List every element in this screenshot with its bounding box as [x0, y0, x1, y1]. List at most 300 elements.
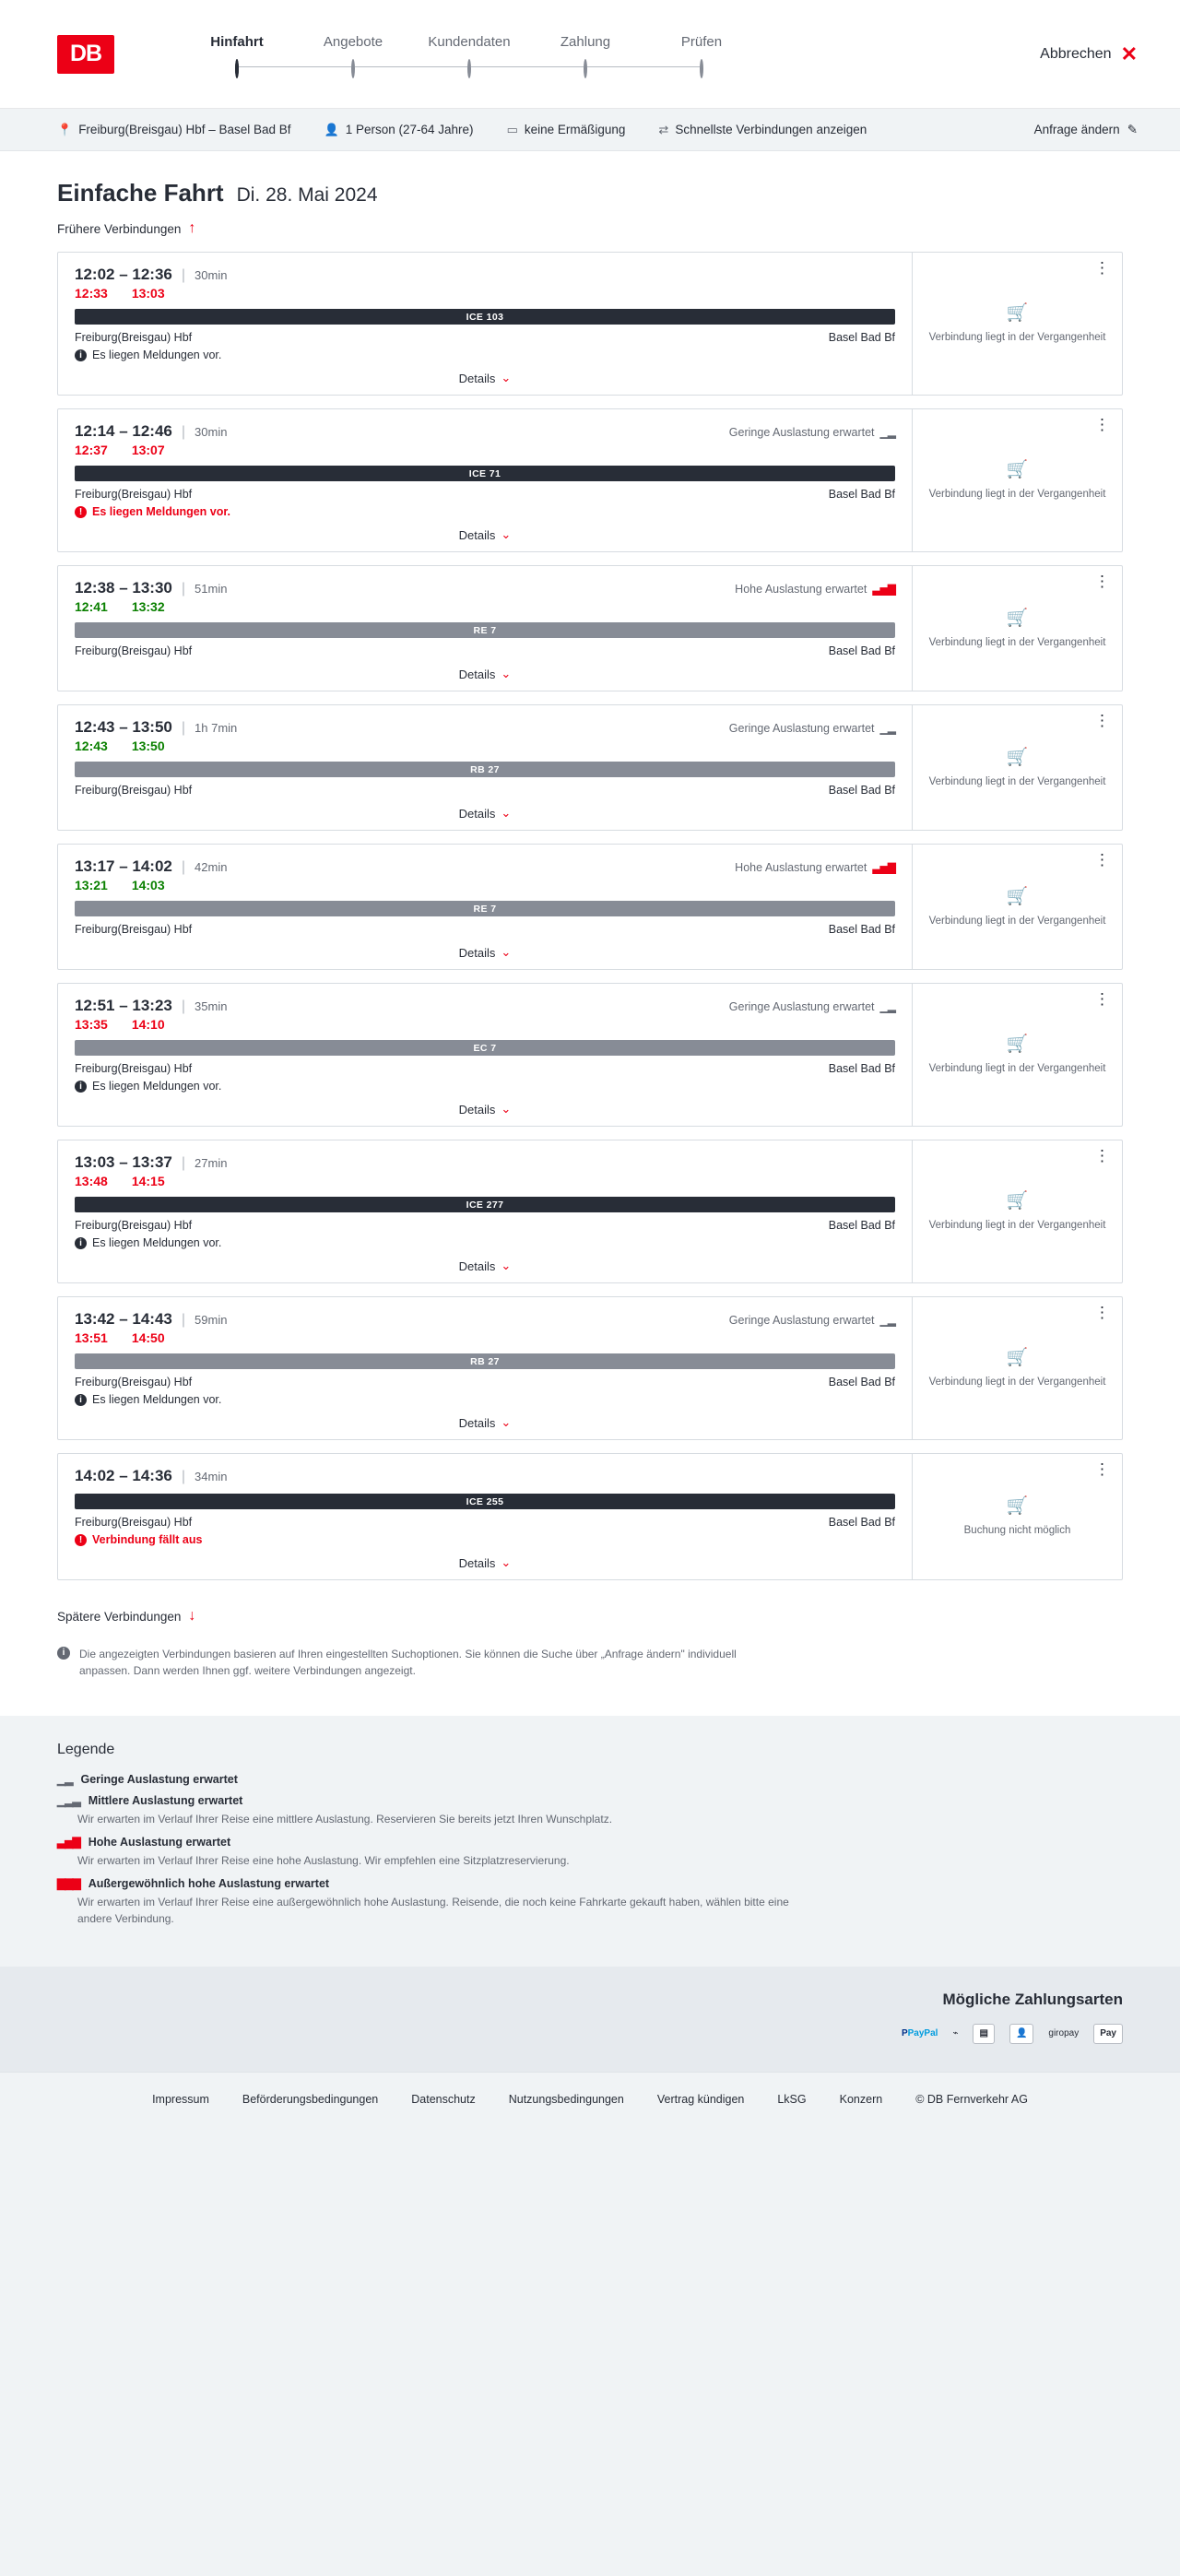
stations: [75, 1062, 895, 1075]
booking-status-message: Verbindung liegt in der Vergangenheit: [928, 636, 1106, 648]
info-icon: i: [75, 349, 87, 361]
realtime-times: [75, 286, 895, 301]
step-hinfahrt[interactable]: [179, 34, 295, 74]
step-dot: [235, 59, 239, 78]
connection-booking-area: [912, 1454, 1122, 1579]
utilization-bars-icon: ▁▂: [57, 1772, 73, 1786]
chevron-down-icon: ⌄: [501, 371, 512, 384]
utilization-bars-icon: ▇▇▇: [57, 1876, 80, 1890]
details-toggle[interactable]: [75, 945, 895, 960]
train-label[interactable]: ICE 103: [75, 309, 895, 325]
chevron-down-icon: ⌄: [501, 806, 512, 820]
details-toggle[interactable]: [75, 1102, 895, 1117]
duration: 42min: [195, 860, 228, 874]
connection-notice[interactable]: [75, 349, 895, 361]
connection-notice-text: Es liegen Meldungen vor.: [92, 505, 231, 518]
footer-copyright: © DB Fernverkehr AG: [915, 2092, 1028, 2106]
details-toggle[interactable]: [75, 667, 895, 681]
cart-icon: 🛒: [1006, 747, 1029, 767]
train-label[interactable]: ICE 71: [75, 466, 895, 481]
footer-link[interactable]: LkSG: [777, 2092, 807, 2106]
page-title-text: Einfache Fahrt: [57, 179, 224, 207]
separator: |: [181, 424, 186, 440]
legend-item-label: Hohe Auslastung erwartet: [88, 1835, 231, 1849]
connection-notice[interactable]: [75, 1080, 895, 1093]
utilization-bars-icon: ▁▂: [879, 1000, 895, 1013]
legend-item-label: Mittlere Auslastung erwartet: [88, 1793, 243, 1807]
connection-notice[interactable]: [75, 1236, 895, 1249]
giropay-icon: ⌁: [952, 2028, 959, 2038]
booking-status-message: Verbindung liegt in der Vergangenheit: [928, 489, 1106, 501]
planned-times: 14:02 – 14:36: [75, 1467, 172, 1484]
utilization-badge: [729, 426, 895, 439]
connection-details: [58, 566, 912, 691]
utilization-badge: [735, 861, 895, 874]
duration: 34min: [195, 1470, 228, 1483]
stations: [75, 488, 895, 501]
origin-station: Freiburg(Breisgau) Hbf: [75, 644, 193, 657]
info-icon: i: [57, 1647, 70, 1660]
legend-item-head: [57, 1794, 1123, 1807]
more-options-icon[interactable]: ⋮: [1094, 712, 1111, 729]
utilization-bars-icon: ▃▅▇: [872, 583, 895, 596]
later-connections-label: Spätere Verbindungen: [57, 1609, 182, 1624]
actual-departure: 12:33: [75, 286, 108, 301]
separator: |: [181, 1155, 186, 1171]
page-footer: [0, 2072, 1180, 2133]
step-line-left: [411, 66, 469, 67]
footer-link[interactable]: Konzern: [839, 2092, 883, 2106]
separator: |: [181, 1469, 186, 1484]
actual-arrival: 14:10: [131, 1017, 165, 1032]
utilization-label: Hohe Auslastung erwartet: [735, 861, 867, 874]
connection-card[interactable]: [57, 252, 1123, 396]
cart-icon: 🛒: [1006, 1191, 1029, 1211]
summary-fastest-label: Schnellste Verbindungen anzeigen: [675, 123, 867, 136]
alert-icon: !: [75, 1534, 87, 1546]
footer-link[interactable]: Datenschutz: [411, 2092, 476, 2106]
cancel-label: Abbrechen: [1040, 45, 1112, 62]
step-line-left: [295, 66, 353, 67]
details-label: Details: [458, 1258, 496, 1273]
connection-details: [58, 1297, 912, 1439]
destination-station: Basel Bad Bf: [828, 1516, 895, 1529]
train-label[interactable]: EC 7: [75, 1040, 895, 1056]
separator: |: [181, 267, 186, 283]
details-label: Details: [458, 667, 496, 681]
cart-icon: 🛒: [1006, 886, 1029, 906]
earlier-connections-button[interactable]: [57, 220, 195, 237]
utilization-bars-icon: ▃▅▇: [57, 1835, 80, 1849]
legend-item: [57, 1877, 1123, 1927]
search-hint: [57, 1646, 785, 1679]
connection-card[interactable]: [57, 844, 1123, 970]
page-title-date: Di. 28. Mai 2024: [236, 184, 378, 206]
duration: 1h 7min: [195, 721, 238, 735]
separator: |: [181, 1312, 186, 1328]
utilization-bars-icon: ▁▂▃: [57, 1793, 80, 1807]
details-toggle[interactable]: [75, 1555, 895, 1570]
stations: [75, 784, 895, 797]
connection-details: [58, 845, 912, 969]
connection-header: [75, 718, 895, 737]
connection-notice[interactable]: [75, 1533, 895, 1546]
planned-times: 13:17 – 14:02: [75, 857, 172, 875]
arrow-up-icon: ↑: [188, 220, 196, 236]
connection-details: [58, 1140, 912, 1282]
duration: 27min: [195, 1156, 228, 1170]
booking-status-message: Verbindung liegt in der Vergangenheit: [928, 1377, 1106, 1388]
more-options-icon[interactable]: ⋮: [1094, 990, 1111, 1008]
actual-arrival: 13:50: [131, 739, 165, 753]
connection-header: [75, 1467, 895, 1485]
details-label: Details: [458, 1555, 496, 1570]
connection-card[interactable]: [57, 565, 1123, 691]
summary-route[interactable]: [57, 123, 291, 137]
destination-station: Basel Bad Bf: [828, 923, 895, 936]
realtime-times: [75, 1174, 895, 1188]
train-label[interactable]: RE 7: [75, 622, 895, 638]
connection-card[interactable]: [57, 1453, 1123, 1580]
origin-station: Freiburg(Breisgau) Hbf: [75, 784, 193, 797]
step-dot-row: [527, 61, 643, 74]
connection-details: [58, 1454, 912, 1579]
step-dot-row: [295, 61, 411, 74]
connection-header: [75, 857, 895, 876]
realtime-times: [75, 739, 895, 753]
connection-header: [75, 997, 895, 1015]
step-dot: [584, 59, 587, 78]
stations: [75, 1516, 895, 1529]
legend-items: [57, 1773, 1123, 1927]
details-label: Details: [458, 527, 496, 542]
train-label[interactable]: RB 27: [75, 1353, 895, 1369]
actual-departure: 12:41: [75, 599, 108, 614]
utilization-badge: [729, 1000, 895, 1013]
connection-card[interactable]: [57, 704, 1123, 831]
summary-route-label: Freiburg(Breisgau) Hbf – Basel Bad Bf: [78, 123, 291, 136]
more-options-icon[interactable]: ⋮: [1094, 573, 1111, 590]
realtime-times: [75, 443, 895, 457]
planned-times: 12:02 – 12:36: [75, 266, 172, 283]
cart-icon: 🛒: [1006, 1348, 1029, 1368]
actual-departure: 12:37: [75, 443, 108, 457]
payments-title: Mögliche Zahlungsarten: [942, 1990, 1123, 2008]
paypal-icon: P PayPal: [901, 2028, 938, 2038]
actual-arrival: 13:03: [131, 286, 165, 301]
connection-header: [75, 579, 895, 597]
duration: 35min: [195, 999, 228, 1013]
connection-notice-text: Verbindung fällt aus: [92, 1533, 203, 1546]
step-line-right: [237, 66, 295, 67]
connection-notice[interactable]: [75, 1393, 895, 1406]
legend-item-desc: Wir erwarten im Verlauf Ihrer Reise eine hohe Auslastung. Wir empfehlen eine Sitzplatzreservierung.: [77, 1853, 570, 1867]
info-icon: i: [75, 1081, 87, 1093]
actual-arrival: 13:32: [131, 599, 165, 614]
chevron-down-icon: ⌄: [501, 1415, 512, 1429]
destination-station: Basel Bad Bf: [828, 488, 895, 501]
utilization-badge: [735, 583, 895, 596]
summary-discount-label: keine Ermäßigung: [524, 123, 626, 136]
step-label: Hinfahrt: [210, 34, 264, 50]
utilization-bars-icon: ▁▂: [879, 1314, 895, 1327]
details-toggle[interactable]: [75, 806, 895, 821]
booking-stepper: [179, 34, 760, 74]
close-icon[interactable]: ✕: [1120, 41, 1138, 65]
cancel-button[interactable]: [1040, 41, 1138, 65]
connection-card[interactable]: [57, 1296, 1123, 1440]
train-label[interactable]: RE 7: [75, 901, 895, 916]
origin-station: Freiburg(Breisgau) Hbf: [75, 488, 193, 501]
utilization-badge: [729, 722, 895, 735]
planned-times: 12:14 – 12:46: [75, 422, 172, 440]
booking-status-message: Verbindung liegt in der Vergangenheit: [928, 775, 1106, 787]
chevron-down-icon: ⌄: [501, 667, 512, 680]
actual-arrival: 14:03: [131, 878, 165, 892]
actual-departure: 12:43: [75, 739, 108, 753]
googlepay-icon: giropay: [1048, 2028, 1080, 2038]
origin-station: Freiburg(Breisgau) Hbf: [75, 923, 193, 936]
connection-booking-area: [912, 409, 1122, 551]
booking-status-message: Verbindung liegt in der Vergangenheit: [928, 915, 1106, 927]
utilization-label: Geringe Auslastung erwartet: [728, 426, 875, 439]
stations: [75, 1376, 895, 1388]
planned-times: 13:03 – 13:37: [75, 1153, 172, 1171]
directdebit-icon: 👤: [1009, 2024, 1033, 2044]
duration: 59min: [195, 1313, 228, 1327]
card-icon: ▭: [506, 122, 518, 136]
duration: 30min: [195, 425, 228, 439]
cart-icon: 🛒: [1006, 1496, 1029, 1517]
summary-passengers-label: 1 Person (27-64 Jahre): [345, 123, 474, 136]
legend-item-head: [57, 1836, 1123, 1849]
search-hint-text: Die angezeigten Verbindungen basieren auf Ihren eingestellten Suchoptionen. Sie können die Suche über „Anfrage ändern" individuell anpassen. Dann werden Ihnen ggf. weitere Verbindungen angezeigt.: [79, 1647, 737, 1677]
footer-link[interactable]: Impressum: [152, 2092, 209, 2106]
more-options-icon[interactable]: ⋮: [1094, 1460, 1111, 1478]
footer-link[interactable]: Vertrag kündigen: [656, 2092, 745, 2106]
actual-departure: 13:35: [75, 1017, 108, 1032]
details-label: Details: [458, 1102, 496, 1117]
actual-departure: 13:51: [75, 1330, 108, 1345]
step-prüfen[interactable]: [643, 34, 760, 74]
booking-status-message: Verbindung liegt in der Vergangenheit: [928, 332, 1106, 344]
connection-booking-area: [912, 1297, 1122, 1439]
utilization-badge: [729, 1314, 895, 1327]
chevron-down-icon: ⌄: [501, 1258, 512, 1272]
connection-booking-area: [912, 705, 1122, 830]
chevron-down-icon: ⌄: [501, 1102, 512, 1116]
legend-item: [57, 1836, 1123, 1869]
more-options-icon[interactable]: ⋮: [1094, 259, 1111, 277]
train-label[interactable]: RB 27: [75, 762, 895, 777]
destination-station: Basel Bad Bf: [828, 331, 895, 344]
step-dot: [351, 59, 355, 78]
realtime-times: [75, 599, 895, 614]
arrow-down-icon: ↓: [188, 1608, 196, 1624]
destination-station: Basel Bad Bf: [828, 784, 895, 797]
connection-booking-area: [912, 845, 1122, 969]
actual-arrival: 14:50: [131, 1330, 165, 1345]
step-line-left: [643, 66, 702, 67]
more-options-icon[interactable]: ⋮: [1094, 1304, 1111, 1321]
edit-request-label: Anfrage ändern: [1033, 123, 1120, 136]
realtime-times: [75, 1017, 895, 1032]
connection-card[interactable]: [57, 1140, 1123, 1283]
separator: |: [181, 998, 186, 1014]
legend-title: Legende: [57, 1741, 115, 1757]
planned-times: 12:43 – 13:50: [75, 718, 172, 736]
connection-header: [75, 266, 895, 284]
details-label: Details: [458, 371, 496, 385]
info-icon: i: [75, 1237, 87, 1249]
booking-status-message: Verbindung liegt in der Vergangenheit: [928, 1063, 1106, 1075]
alert-icon: !: [75, 506, 87, 518]
connection-details: [58, 984, 912, 1126]
connection-notice-text: Es liegen Meldungen vor.: [92, 1236, 222, 1249]
train-label[interactable]: ICE 277: [75, 1197, 895, 1212]
booking-status-message: Verbindung liegt in der Vergangenheit: [928, 1220, 1106, 1232]
separator: |: [181, 859, 186, 875]
utilization-label: Geringe Auslastung erwartet: [728, 1314, 875, 1327]
actual-departure: 13:48: [75, 1174, 108, 1188]
destination-station: Basel Bad Bf: [828, 1219, 895, 1232]
origin-station: Freiburg(Breisgau) Hbf: [75, 1376, 193, 1388]
step-kundendaten[interactable]: [411, 34, 527, 74]
connection-notice-text: Es liegen Meldungen vor.: [92, 349, 222, 361]
step-angebote[interactable]: [295, 34, 411, 74]
connection-details: [58, 705, 912, 830]
legend-item-desc: Wir erwarten im Verlauf Ihrer Reise eine außergewöhnlich hohe Auslastung. Reisende, die noch keine Fahrkarte gekauft haben, wählen bitte eine andere Verbindung.: [77, 1895, 789, 1925]
chevron-down-icon: ⌄: [501, 527, 512, 541]
realtime-times: [75, 1330, 895, 1345]
booking-status-message: Buchung nicht möglich: [963, 1525, 1071, 1537]
footer-link[interactable]: Nutzungsbedingungen: [508, 2092, 624, 2106]
origin-station: Freiburg(Breisgau) Hbf: [75, 1219, 193, 1232]
payments-section: [0, 1967, 1180, 2072]
details-label: Details: [458, 806, 496, 821]
step-zahlung[interactable]: [527, 34, 643, 74]
connection-booking-area: [912, 566, 1122, 691]
connection-card[interactable]: [57, 983, 1123, 1127]
connection-notice-text: Es liegen Meldungen vor.: [92, 1393, 222, 1406]
chevron-down-icon: ⌄: [501, 1555, 512, 1569]
connection-header: [75, 1310, 895, 1329]
stations: [75, 923, 895, 936]
search-summary-bar: [0, 109, 1180, 151]
connection-booking-area: [912, 253, 1122, 395]
more-options-icon[interactable]: ⋮: [1094, 851, 1111, 869]
step-dot-row: [411, 61, 527, 74]
cart-icon: 🛒: [1006, 1034, 1029, 1055]
connection-details: [58, 409, 912, 551]
step-line-right: [353, 66, 411, 67]
cart-icon: 🛒: [1006, 460, 1029, 480]
step-dot: [700, 59, 703, 78]
pencil-icon[interactable]: ✎: [1127, 122, 1138, 136]
app-header: [0, 0, 1180, 109]
legend-section: [0, 1716, 1180, 1967]
legend-item-head: [57, 1773, 1123, 1786]
legend-item-head: [57, 1877, 1123, 1890]
origin-station: Freiburg(Breisgau) Hbf: [75, 1062, 193, 1075]
step-dot-row: [179, 61, 295, 74]
utilization-label: Geringe Auslastung erwartet: [728, 1000, 875, 1013]
details-toggle[interactable]: [75, 1258, 895, 1273]
chevron-down-icon: ⌄: [501, 945, 512, 959]
details-toggle[interactable]: [75, 1415, 895, 1430]
details-label: Details: [458, 1415, 496, 1430]
utilization-label: Hohe Auslastung erwartet: [735, 583, 867, 596]
later-connections-button[interactable]: [57, 1608, 195, 1625]
step-dot: [467, 59, 471, 78]
legend-item-label: Geringe Auslastung erwartet: [80, 1772, 238, 1786]
actual-departure: 13:21: [75, 878, 108, 892]
train-label[interactable]: ICE 255: [75, 1494, 895, 1509]
location-pin-icon: 📍: [57, 122, 73, 136]
stations: [75, 644, 895, 657]
planned-times: 12:38 – 13:30: [75, 579, 172, 597]
connection-card[interactable]: [57, 408, 1123, 552]
footer-link[interactable]: Beförderungsbedingungen: [242, 2092, 379, 2106]
legend-item: [57, 1794, 1123, 1827]
swap-icon: ⇄: [658, 122, 669, 136]
legend-item: [57, 1773, 1123, 1786]
earlier-connections-label: Frühere Verbindungen: [57, 221, 182, 236]
utilization-bars-icon: ▁▂: [879, 426, 895, 439]
payment-methods: [57, 2024, 1123, 2044]
more-options-icon[interactable]: ⋮: [1094, 416, 1111, 433]
origin-station: Freiburg(Breisgau) Hbf: [75, 331, 193, 344]
utilization-bars-icon: ▁▂: [879, 722, 895, 735]
info-icon: i: [75, 1394, 87, 1406]
details-toggle[interactable]: [75, 371, 895, 385]
cart-icon: 🛒: [1006, 303, 1029, 324]
destination-station: Basel Bad Bf: [828, 644, 895, 657]
summary-passengers[interactable]: [324, 123, 474, 137]
utilization-bars-icon: ▃▅▇: [872, 861, 895, 874]
step-line-right: [585, 66, 643, 67]
utilization-label: Geringe Auslastung erwartet: [728, 722, 875, 735]
edit-request-button[interactable]: [1034, 123, 1138, 137]
duration: 30min: [195, 268, 228, 282]
summary-fastest[interactable]: [658, 123, 867, 137]
connection-notice[interactable]: [75, 505, 895, 518]
separator: |: [181, 581, 186, 597]
connection-details: [58, 253, 912, 395]
cart-icon: 🛒: [1006, 608, 1029, 628]
step-label: Zahlung: [560, 34, 611, 50]
planned-times: 13:42 – 14:43: [75, 1310, 172, 1328]
planned-times: 12:51 – 13:23: [75, 997, 172, 1014]
realtime-times: [75, 878, 895, 892]
connection-header: [75, 422, 895, 441]
stations: [75, 1219, 895, 1232]
origin-station: Freiburg(Breisgau) Hbf: [75, 1516, 193, 1529]
separator: |: [181, 720, 186, 736]
step-dot-row: [643, 61, 760, 74]
details-toggle[interactable]: [75, 527, 895, 542]
destination-station: Basel Bad Bf: [828, 1062, 895, 1075]
db-logo[interactable]: DB: [57, 35, 114, 74]
results-content: [0, 151, 1180, 1716]
summary-discount[interactable]: [507, 123, 626, 137]
details-label: Details: [458, 945, 496, 960]
step-label: Prüfen: [680, 34, 723, 50]
creditcard-icon: ▤: [973, 2024, 994, 2044]
destination-station: Basel Bad Bf: [828, 1376, 895, 1388]
connection-list: [57, 252, 1123, 1580]
more-options-icon[interactable]: ⋮: [1094, 1147, 1111, 1164]
